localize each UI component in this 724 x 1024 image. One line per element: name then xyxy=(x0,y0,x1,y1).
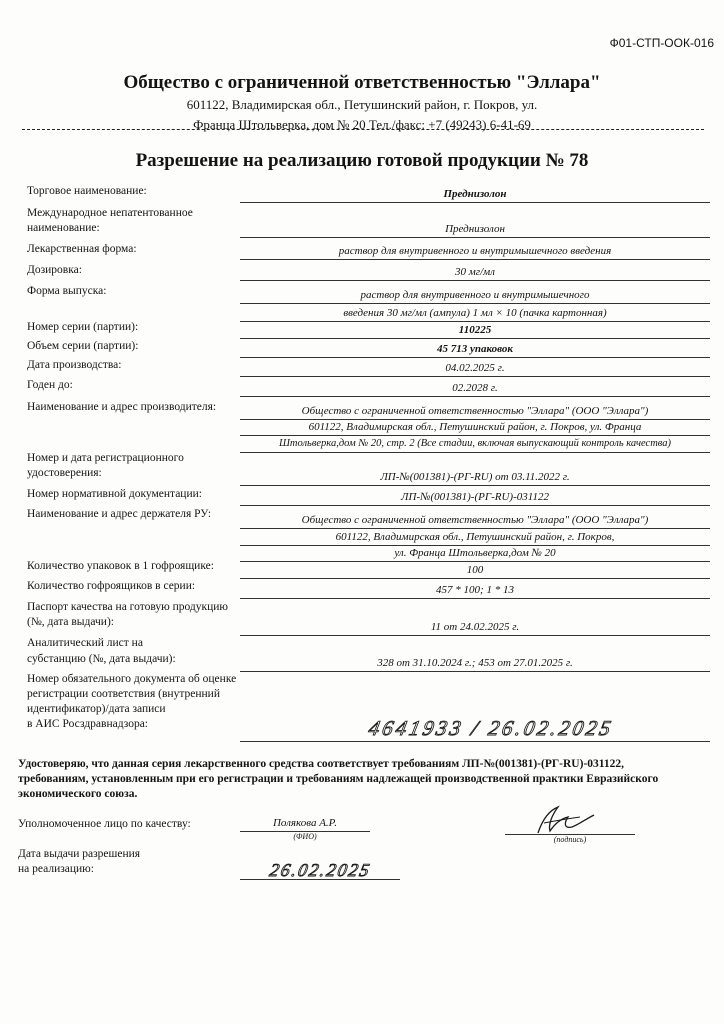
underline-release-form-1 xyxy=(240,303,710,304)
label-mandatory-doc-2: регистрации соответствия (внутренний xyxy=(27,688,220,700)
value-manufacturer-3: Штольверка,дом № 20, стр. 2 (Все стадии, включая выпускающий контроль качества) xyxy=(278,438,672,449)
underline-registration xyxy=(240,485,710,486)
company-address-line2: Франца Штольверка, дом № 20 Тел./факс: +7 (49243) 6-41-69 xyxy=(193,117,531,132)
value-inn: Преднизолон xyxy=(445,223,505,235)
label-issue-date-1: Дата выдачи разрешения xyxy=(18,848,141,860)
underline-boxes xyxy=(240,598,710,599)
value-form: раствор для внутривенного и внутримышечного введения xyxy=(338,245,612,257)
label-analytical-1: Аналитический лист на xyxy=(27,637,143,649)
label-dosage: Дозировка: xyxy=(27,264,82,276)
value-manufacturer-2: 601122, Владимирская обл., Петушинский район, г. Покров, ул. Франца xyxy=(308,421,642,433)
label-inn-2: наименование: xyxy=(27,222,100,234)
label-production-date: Дата производства: xyxy=(27,359,122,371)
label-passport-1: Паспорт качества на готовую продукцию xyxy=(27,601,228,613)
value-production-date: 04.02.2025 г. xyxy=(445,362,505,374)
certification-line2: требованиям, установленным при его регистрации и требованиям надлежащей производственной практики Евразийского xyxy=(18,773,659,785)
label-volume: Объем серии (партии): xyxy=(27,340,139,352)
handwritten-issue-date-text: 26.02.2025 xyxy=(267,860,374,880)
label-release-form: Форма выпуска: xyxy=(27,285,107,297)
underline-dosage xyxy=(240,280,710,281)
underline-analytical xyxy=(240,671,710,672)
value-expiry: 02.2028 г. xyxy=(452,382,498,394)
document-title: Разрешение на реализацию готовой продукции № 78 xyxy=(135,150,589,171)
underline-trade-name xyxy=(240,202,710,203)
value-boxes: 457 * 100; 1 * 13 xyxy=(436,584,514,596)
label-trade-name: Торговое наименование: xyxy=(27,185,147,197)
certification-text xyxy=(18,757,706,802)
value-authorized-person: Полякова А.Р. xyxy=(272,817,338,829)
underline-volume xyxy=(240,357,710,358)
certification-line3: экономического союза. xyxy=(18,788,138,800)
label-normative-doc: Номер нормативной документации: xyxy=(27,488,202,500)
value-registration: ЛП-№(001381)-(РГ-RU) от 03.11.2022 г. xyxy=(380,471,570,483)
value-analytical: 328 от 31.10.2024 г.; 453 от 27.01.2025 г. xyxy=(377,657,573,669)
handwritten-mandatory-doc xyxy=(330,715,650,743)
underline-issue-date xyxy=(240,879,400,880)
value-release-form-2: введения 30 мг/мл (ампула) 1 мл × 10 (пачка картонная) xyxy=(343,307,607,319)
caption-signature: (подпись) xyxy=(553,835,587,844)
underline-series xyxy=(240,338,710,339)
label-mandatory-doc-1: Номер обязательного документа об оценке xyxy=(27,673,237,685)
value-holder-2: 601122, Владимирская обл., Петушинский район, г. Покров, xyxy=(335,531,615,543)
underline-mandatory-doc xyxy=(240,741,710,742)
label-per-box: Количество упаковок в 1 гофроящике: xyxy=(27,560,214,572)
header-divider xyxy=(22,129,704,130)
label-expiry: Годен до: xyxy=(27,379,73,391)
value-holder-3: ул. Франца Штольверка,дом № 20 xyxy=(394,547,556,559)
company-address-line1: 601122, Владимирская обл., Петушинский район, г. Покров, ул. xyxy=(186,97,538,112)
underline-per-box xyxy=(240,578,710,579)
underline-expiry xyxy=(240,396,710,397)
document-code: Ф01-СТП-ООК-016 xyxy=(609,36,714,50)
label-registration-1: Номер и дата регистрационного xyxy=(27,452,184,464)
value-release-form-1: раствор для внутривенного и внутримышечного xyxy=(360,289,590,301)
underline-production-date xyxy=(240,376,710,377)
underline-form xyxy=(240,259,710,260)
value-trade-name: Преднизолон xyxy=(443,188,507,200)
underline-manufacturer-3 xyxy=(240,452,710,453)
label-authorized-person: Уполномоченное лицо по качеству: xyxy=(18,818,191,830)
caption-fio: (ФИО) xyxy=(293,832,317,841)
value-volume: 45 713 упаковок xyxy=(436,343,513,355)
value-holder-1: Общество с ограниченной ответственностью "Эллара" (ООО "Эллара") xyxy=(301,514,649,526)
certification-line1: Удостоверяю, что данная серия лекарственного средства соответствует требованиям ЛП-№(001381)-(РГ-RU)-031122, xyxy=(18,758,625,770)
label-boxes: Количество гофроящиков в серии: xyxy=(27,580,196,592)
handwritten-mandatory-doc-text: 4641933 / 26.02.2025 xyxy=(366,716,616,740)
label-issue-date-2: на реализацию: xyxy=(18,863,94,875)
label-registration-2: удостоверения: xyxy=(27,467,102,479)
value-manufacturer-1: Общество с ограниченной ответственностью "Эллара" (ООО "Эллара") xyxy=(301,405,649,417)
value-passport: 11 от 24.02.2025 г. xyxy=(430,621,520,633)
underline-normative-doc xyxy=(240,505,710,506)
underline-passport xyxy=(240,635,710,636)
value-dosage: 30 мг/мл xyxy=(455,266,495,278)
value-normative-doc: ЛП-№(001381)-(РГ-RU)-031122 xyxy=(401,491,549,503)
label-holder: Наименование и адрес держателя РУ: xyxy=(27,508,212,520)
value-series: 110225 xyxy=(458,324,492,336)
label-manufacturer: Наименование и адрес производителя: xyxy=(27,401,217,413)
label-inn-1: Международное непатентованное xyxy=(27,207,193,219)
label-analytical-2: субстанцию (№, дата выдачи): xyxy=(27,653,176,665)
label-form: Лекарственная форма: xyxy=(27,243,137,255)
underline-inn xyxy=(240,237,710,238)
label-mandatory-doc-3: идентификатор)/дата записи xyxy=(27,703,166,715)
label-series: Номер серии (партии): xyxy=(27,321,139,333)
label-mandatory-doc-4: в АИС Росздравнадзора: xyxy=(27,718,148,730)
value-per-box: 100 xyxy=(466,564,484,576)
label-passport-2: (№, дата выдачи): xyxy=(27,616,114,628)
company-name: Общество с ограниченной ответственностью "Эллара" xyxy=(123,72,601,93)
